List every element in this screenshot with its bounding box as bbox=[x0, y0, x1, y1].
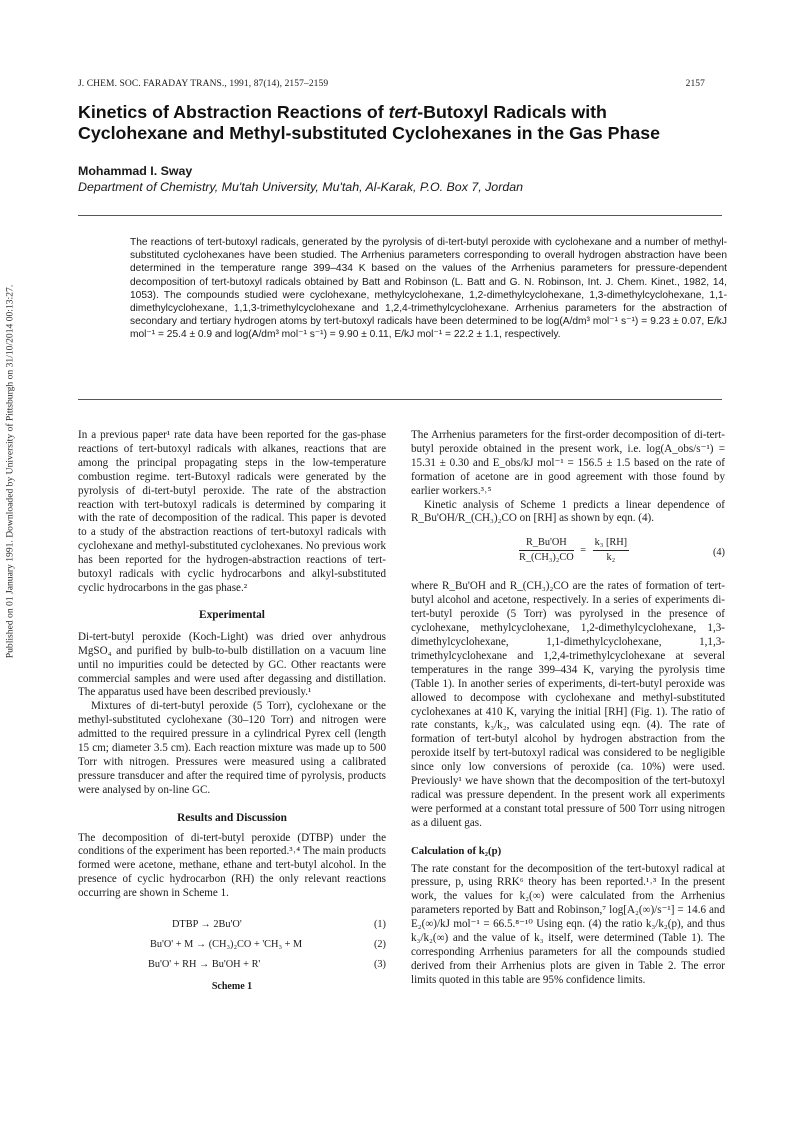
abstract: The reactions of tert-butoxyl radicals, generated by the pyrolysis of di-tert-butyl peroxide with cyclohexane and a number of methyl-substituted cyclohexanes have been studied. The Arrhenius parameters corresponding to overall hydrogen abstraction have been determined in the temperature range 399–434 K based on the values of the Arrhenius parameters for pressure-dependent decomposition of tert-butoxyl radicals obtained by Batt and Robinson (L. Batt and G. N. Robinson, Int. J. Chem. Kinet., 1982, 14, 1053). The compounds studied were cyclohexane, methylcyclohexane, 1,2-dimethylcyclohexane, 1,3-dimethylcyclohexane, 1,1-dimethylcyclohexane, 1,1,3-trimethylcyclohexane and 1,2,4-trimethylcyclohexane. Arrhenius parameters for the abstraction of secondary and tertiary hydrogen atoms by tert-butoxyl radicals have been determined to be log(A/dm³ mol⁻¹ s⁻¹) = 9.23 ± 0.07, E/kJ mol⁻¹ = 25.4 ± 0.9 and log(A/dm³ mol⁻¹ s⁻¹) = 9.90 ± 0.11, E/kJ mol⁻¹ = 22.2 ± 1.1, respectively. bbox=[130, 237, 727, 341]
scheme-label: Scheme 1 bbox=[211, 981, 253, 993]
experimental-paragraph-1: Di-tert-butyl peroxide (Koch-Light) was dried over anhydrous MgSO₄ and purified by bulb-to-bulb distillation on a vacuum line until no impurities could be detected by GC. Other reactants were commercial samples and were used after degassing and distillation. The apparatus used have been described previously.¹ bbox=[78, 630, 386, 699]
kinetic-analysis-paragraph: Kinetic analysis of Scheme 1 predicts a linear dependence of R_Bu'OH/R_(CH₃)₂CO on [RH] as shown by eqn. (4). bbox=[411, 498, 725, 525]
download-stamp: Published on 01 January 1991. Downloaded by University of Pittsburgh on 31/10/2014 00:13:27. bbox=[4, 284, 16, 659]
experimental-paragraph-2: Mixtures of di-tert-butyl peroxide (5 Torr), cyclohexane or the methyl-substituted cyclohexane (30–120 Torr) and nitrogen were admitted to the required pressure in a cylindrical Pyrex cell (length 15 cm; diameter 3.5 cm). Each reaction mixture was made up to 500 Torr with nitrogen. Pressures were measured using a calibrated pressure transducer and after the required time of pyrolysis, products were analysed by on-line GC. bbox=[78, 700, 386, 796]
scheme-equation-3: Bu'O' + RH → Bu'OH + R' (3) bbox=[148, 959, 386, 971]
calculation-heading: Calculation of k₂(p) bbox=[411, 844, 502, 857]
results-heading: Results and Discussion bbox=[177, 811, 287, 824]
eqn4-lhs-numerator: R_Bu'OH bbox=[519, 536, 574, 551]
author-affiliation: Department of Chemistry, Mu'tah University, Mu'tah, Al-Karak, P.O. Box 7, Jordan bbox=[78, 180, 523, 194]
left-column bbox=[78, 429, 386, 994]
page-number: 2157 bbox=[685, 79, 705, 89]
arrhenius-paragraph: The Arrhenius parameters for the first-order decomposition of di-tert-butyl peroxide obtained in the present work, i.e. log(A_obs/s⁻¹) = 15.31 ± 0.30 and E_obs/kJ mol⁻¹ = 156.5 ± 1.5 based on the rate of formation of acetone are in good agreement with those found by earlier workers.³˒⁵ bbox=[411, 429, 725, 497]
scheme-equation-1: DTBP → 2Bu'O' (1) bbox=[172, 919, 386, 931]
intro-paragraph: In a previous paper¹ rate data have been reported for the gas-phase reactions of tert-butoxyl radicals with alkanes, reactions that are among the principal propagating steps in the low-temperature combustion regime. tert-Butoxyl radicals were generated by the pyrolysis of di-tert-butyl peroxide. The rate of the abstraction reaction with tert-butoxyl radicals is determined by comparing it with the rate of decomposition of the radical. This paper is devoted to a study of the abstraction reactions of tert-butoxyl radicals with cyclohexane and methyl-substituted cyclohexanes. No previous work has been reported for the hydrogen-abstraction reactions of tert-butoxyl radicals with cyclic hydrocarbons and alkyl-substituted cyclic hydrocarbons in the gas phase.² bbox=[78, 429, 386, 594]
author-name: Mohammad I. Sway bbox=[78, 164, 193, 178]
journal-citation: J. CHEM. SOC. FARADAY TRANS., 1991, 87(14), 2157–2159 bbox=[78, 79, 329, 89]
experimental-heading: Experimental bbox=[199, 608, 265, 621]
experiments-paragraph: where R_Bu'OH and R_(CH₃)₂CO are the rates of formation of tert-butyl alcohol and acetone, respectively. In a series of experiments di-tert-butyl peroxide (5 Torr) was pyrolysed in the presence of cyclohexane, methylcyclohexane, 1,2-dimethylcyclohexane, 1,3-dimethylcyclohexane, 1,1-dimethylcyclohexane, 1,1,3-trimethylcyclohexane and 1,2,4-trimethylcyclohexane at several temperatures in the range 399–434 K, varying the pyrolysis time (Table 1). In another series of experiments, di-tert-butyl peroxide was allowed to decompose with cyclohexane and methyl-substituted cyclohexanes at 410 K, varying the initial [RH] (Fig. 1). The ratio of rate constants, k₃/k₂, was calculated using eqn. (4). The rate of formation of tert-butyl alcohol by hydrogen abstraction from the peroxide itself by tert-butoxyl radical was considered to be negligible since only low conversions of peroxide (ca. 10%) were used. Previously¹ we have shown that the decomposition of the tert-butoxyl radical was pressure dependent. In the present work all experiments were performed at a constant total pressure of 500 Torr using nitrogen as a diluent gas. bbox=[411, 580, 725, 829]
bottom-rule bbox=[78, 399, 722, 400]
eqn4-lhs-denominator: R_(CH₃)₂CO bbox=[519, 552, 574, 564]
top-rule bbox=[78, 215, 722, 216]
calculation-paragraph: The rate constant for the decomposition of the tert-butoxyl radical at pressure, p, using RRK⁶ theory has been reported.¹˒³ In the present work, the values for k₂(∞) were calculated from the Arrhenius parameters reported by Batt and Robinson,⁷ log[A₂(∞)/s⁻¹] = 14.6 and E₂(∞)/kJ mol⁻¹ = 66.5.⁸⁻¹⁰ Using eqn. (4) the ratio k₃/k₂(p), and thus k₃/k₂(∞) and the value of k₃ itself, were determined (Table 1). The corresponding Arrhenius parameters for all the compounds studied derived from their Arrhenius plots are given in Table 2. The error limits quoted in this table are 95% confidence limits. bbox=[411, 862, 725, 986]
scheme-equation-2: Bu'O' + M → (CH₃)₂CO + 'CH₃ + M (2) bbox=[150, 939, 386, 951]
equation-4: $\frac{R\_Bu'OH}{\text{R\_(CH₃)₂CO}}$ = $\frac{\text{k₃ [RH]}}{\text{k₂}}$ (4) bbox=[519, 537, 725, 564]
eqn4-number: (4) bbox=[712, 547, 725, 559]
running-head bbox=[78, 79, 705, 89]
right-column bbox=[411, 429, 725, 988]
article-title: Kinetics of Abstraction Reactions of tert-Butoxyl Radicals with Cyclohexane and Methyl-substituted Cyclohexanes in the Gas Phase bbox=[78, 102, 661, 143]
eqn4-rhs-numerator: k₃ [RH] bbox=[593, 536, 629, 551]
results-paragraph-1: The decomposition of di-tert-butyl peroxide (DTBP) under the conditions of the experiment has been reported.³˒⁴ The main products formed were acetone, methane, ethane and tert-butyl alcohol. In the presence of cyclic hydrocarbon (RH) the only relevant reactions occurring are shown in Scheme 1. bbox=[78, 831, 386, 900]
eqn4-rhs-denominator: k₂ bbox=[606, 552, 616, 564]
